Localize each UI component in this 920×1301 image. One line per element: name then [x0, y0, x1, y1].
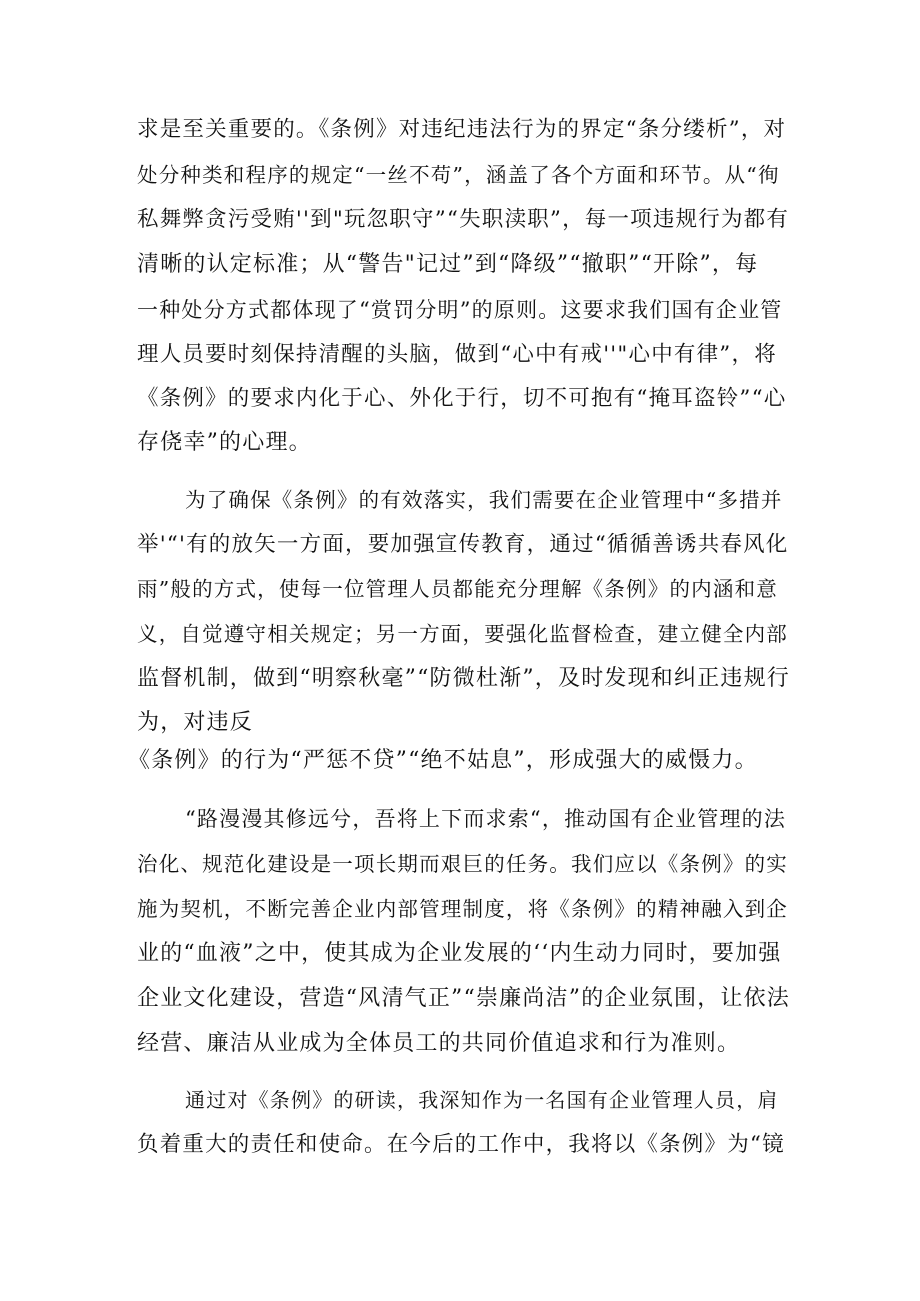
text-line: 举'“'有的放矢一方面，要加强宣传教育，通过“循循善诱共春风化 [137, 532, 789, 557]
text-line: 私舞弊贪污受贿''到"玩忽职守”“失职渎职”，每一项违规行为都有 [137, 207, 790, 232]
text-line: 业的“血液”之中，使其成为企业发展的‘‘内生动力同时，要加强 [137, 941, 782, 966]
text-line: 施为契机，不断完善企业内部管理制度，将《条例》的精神融入到企 [137, 897, 788, 921]
text-line: 负着重大的责任和使命。在今后的工作中，我将以《条例》为“镜 [137, 1132, 785, 1157]
text-line: 为了确保《条例》的有效落实，我们需要在企业管理中“多措并 [185, 488, 783, 512]
text-line: 通过对《条例》的研读，我深知作为一名国有企业管理人员，肩 [185, 1088, 779, 1112]
text-line: 企业文化建设，营造“风清气正”“崇廉尚洁”的企业氛围，让依法 [137, 986, 790, 1011]
text-line: “路漫漫其修远兮，吾将上下而求索“，推动国有企业管理的法 [185, 807, 787, 831]
text-line: 存侥幸”的心理。 [137, 430, 312, 455]
text-line: 治化、规范化建设是一项长期而艰巨的任务。我们应以《条例》的实 [137, 852, 788, 876]
text-line: 清晰的认定标准；从“警告"记过”到“降级”“撤职”“开除”，每 [137, 252, 759, 277]
text-line: 经营、廉洁从业成为全体员工的共同价值追求和行为准则。 [137, 1031, 741, 1056]
text-line: 为，对违反 [137, 710, 254, 735]
text-line: 理人员要时刻保持清醒的头脑，做到“心中有戒''"心中有律”，将 [137, 342, 777, 367]
text-line: 《条例》的行为“严惩不贷”“绝不姑息”，形成强大的威慑力。 [128, 748, 758, 773]
text-line: 雨”般的方式，使每一位管理人员都能充分理解《条例》的内涵和意 [137, 577, 778, 601]
text-line: 监督机制，做到“明察秋毫”“防微杜渐”，及时发现和纠正违规行 [137, 666, 790, 691]
text-line: 义，自觉遵守相关规定；另一方面，要强化监督检查，建立健全内部 [137, 622, 788, 646]
text-line: 一种处分方式都体现了“赏罚分明”的原则。这要求我们国有企业管 [137, 298, 783, 322]
text-line: 处分种类和程序的规定“一丝不苟”，涵盖了各个方面和环节。从“徇 [137, 163, 780, 187]
text-line: 《条例》的要求内化于心、外化于行，切不可抱有“掩耳盗铃”“心 [137, 386, 787, 411]
text-line: 求是至关重要的。《条例》对违纪违法行为的界定“条分缕析”，对 [137, 117, 787, 142]
